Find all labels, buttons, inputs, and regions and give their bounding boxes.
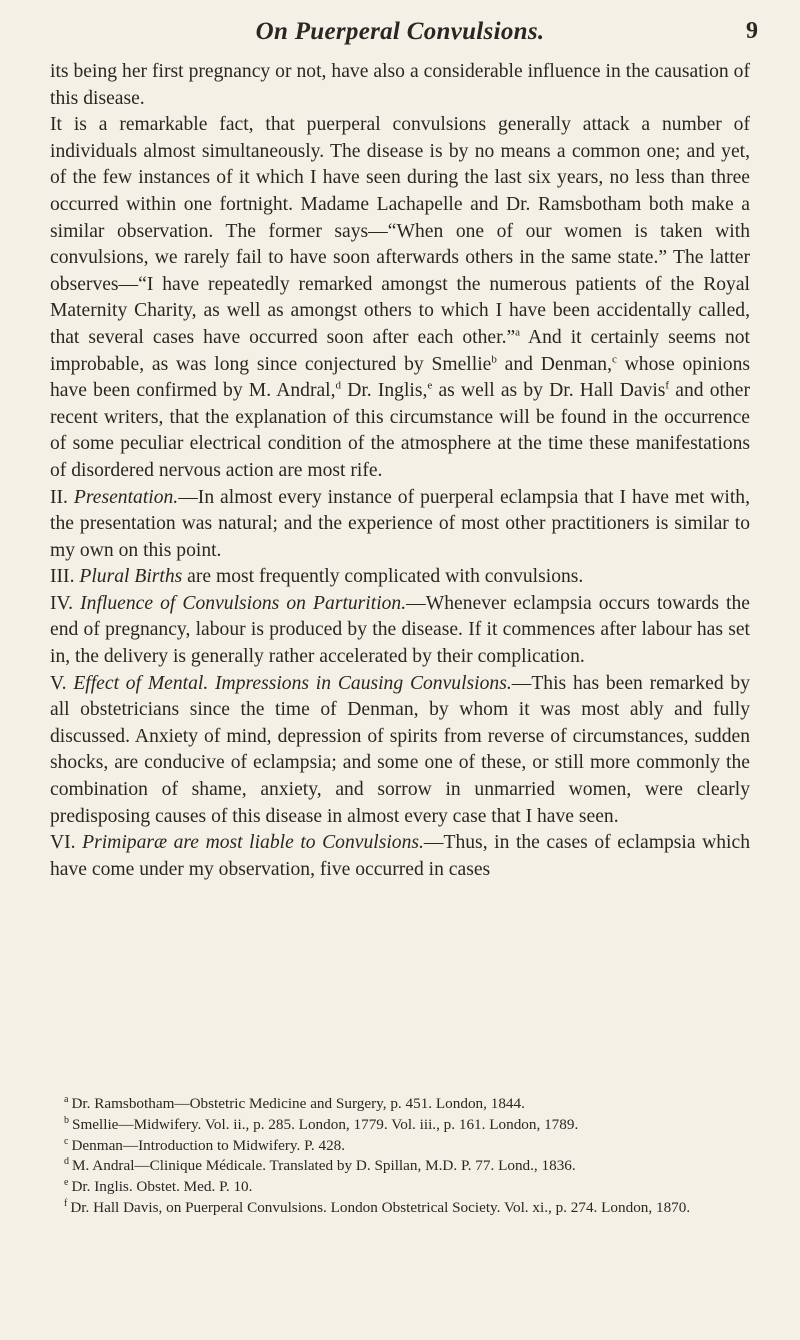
footnote-mark: d — [64, 1156, 69, 1168]
footnote-mark: e — [64, 1177, 69, 1189]
footnote-ref-e: e — [427, 379, 433, 392]
footnote — [50, 1136, 750, 1157]
paragraph-epidemic — [50, 112, 750, 484]
footnote-ref-f: f — [665, 379, 670, 392]
footnotes — [50, 1094, 750, 1219]
text-run: as well as by Dr. Hall Davis — [432, 380, 666, 402]
text-run: It is a remarkable fact, that puerperal convulsions generally attack a number of individuals almost simultaneously. The disease is by no means a common one; and yet, of the few instances of it which I have seen during the last six years, no less than three occurred within one fortnight. Madame Lachapelle and Dr. Ramsbotham both make a similar observation. The former says—“When one of our women is taken with convulsions, we rarely fail to have soon afterwards others in the same state.” The latter observes—“I have repeatedly remarked amongst the numerous patients of the Royal Maternity Charity, as well as amongst others to which I have been accidentally called, that several cases have occurred soon after each other.” — [50, 114, 750, 348]
section-title: Influence of Convulsions on Parturition. — [80, 592, 407, 614]
footnote-ref-c: c — [611, 353, 617, 365]
section-text: —Thus, in the cases of eclampsia which have come under my observation, five occurred in cases — [50, 832, 750, 880]
footnote-mark: a — [64, 1093, 69, 1105]
footnote — [50, 1156, 750, 1177]
body-text — [50, 59, 750, 883]
footnote-mark: c — [64, 1135, 69, 1147]
section-text: —Whenever eclampsia occurs towards the end of pregnancy, labour is produced by the disease. If it commences after labour has set in, the delivery is generally rather accelerated by their complication. — [50, 592, 750, 668]
footnote — [50, 1177, 750, 1198]
section-title: Effect of Mental. Impressions in Causing Convulsions. — [73, 672, 512, 694]
text-run: whose opinions have been confirmed by M. Andral, — [50, 353, 751, 402]
section-mental-impressions — [50, 671, 750, 831]
footnote — [50, 1094, 750, 1115]
section-number: IV. — [50, 592, 74, 614]
section-text: —This has been remarked by all obstetricians since the time of Denman, by whom it was most ably and fully discussed. Anxiety of mind, depression of spirits from reverse of circumstances, sudden shocks, are conducive of eclampsia; and some one of these, or still more commonly the combination of shame, anxiety, and sorrow in unmarried women, were clearly predisposing causes of this disease in almost every case that I have seen. — [50, 672, 750, 827]
section-presentation — [50, 485, 750, 565]
running-title: On Puerperal Convulsions. — [255, 18, 545, 45]
section-number: III. — [50, 566, 75, 588]
text-run: Dr. Inglis, — [341, 380, 428, 402]
text-run: and Denman, — [496, 353, 612, 375]
paragraph-continuation: its being her first pregnancy or not, have also a considerable influence in the causation of this disease. — [50, 61, 750, 109]
section-influence-parturition — [50, 591, 750, 671]
section-title: Primiparæ are most liable to Convulsions. — [82, 832, 424, 854]
section-title: Plural Births — [79, 566, 183, 588]
section-plural-births — [50, 564, 750, 591]
section-number: V. — [50, 672, 67, 694]
text-run: and other recent writers, that the explanation of this circumstance will be found in the occurrence of some peculiar electrical condition of the atmosphere at the time these manifestations of disordered nervous action are most rife. — [50, 380, 750, 481]
footnote-text: M. Andral—Clinique Médicale. Translated by D. Spillan, M.D. P. 77. Lond., 1836. — [72, 1157, 576, 1175]
footnote — [50, 1198, 750, 1219]
footnote-text: Dr. Inglis. Obstet. Med. P. 10. — [71, 1178, 253, 1196]
footnote-ref-d: d — [335, 379, 342, 392]
section-text: are most frequently complicated with convulsions. — [182, 566, 584, 588]
footnote-mark: b — [64, 1114, 69, 1126]
section-primiparae — [50, 830, 750, 883]
page-number: 9 — [746, 18, 758, 44]
footnote-ref-b: b — [491, 353, 497, 365]
footnote-text: Dr. Hall Davis, on Puerperal Convulsions. London Obstetrical Society. Vol. xi., p. 274. London, 1870. — [70, 1198, 691, 1216]
section-title: Presentation. — [73, 486, 179, 508]
text-run: And it certainly seems not improbable, as was long since conjectured by Smellie — [50, 326, 750, 375]
section-number: II. — [50, 486, 68, 508]
footnote-text: Dr. Ramsbotham—Obstetric Medicine and Surgery, p. 451. London, 1844. — [71, 1095, 525, 1112]
running-header — [0, 18, 800, 50]
footnote-text: Denman—Introduction to Midwifery. P. 428. — [71, 1136, 346, 1154]
footnote — [50, 1115, 750, 1136]
footnote-ref-a: a — [515, 326, 521, 339]
section-number: VI. — [50, 832, 76, 854]
footnote-text: Smellie—Midwifery. Vol. ii., p. 285. London, 1779. Vol. iii., p. 161. London, 1789. — [72, 1115, 579, 1133]
section-text: —In almost every instance of puerperal eclampsia that I have met with, the presentation was natural; and the experience of most other practitioners is similar to my own on this point. — [50, 486, 750, 561]
footnote-mark: f — [64, 1197, 68, 1209]
